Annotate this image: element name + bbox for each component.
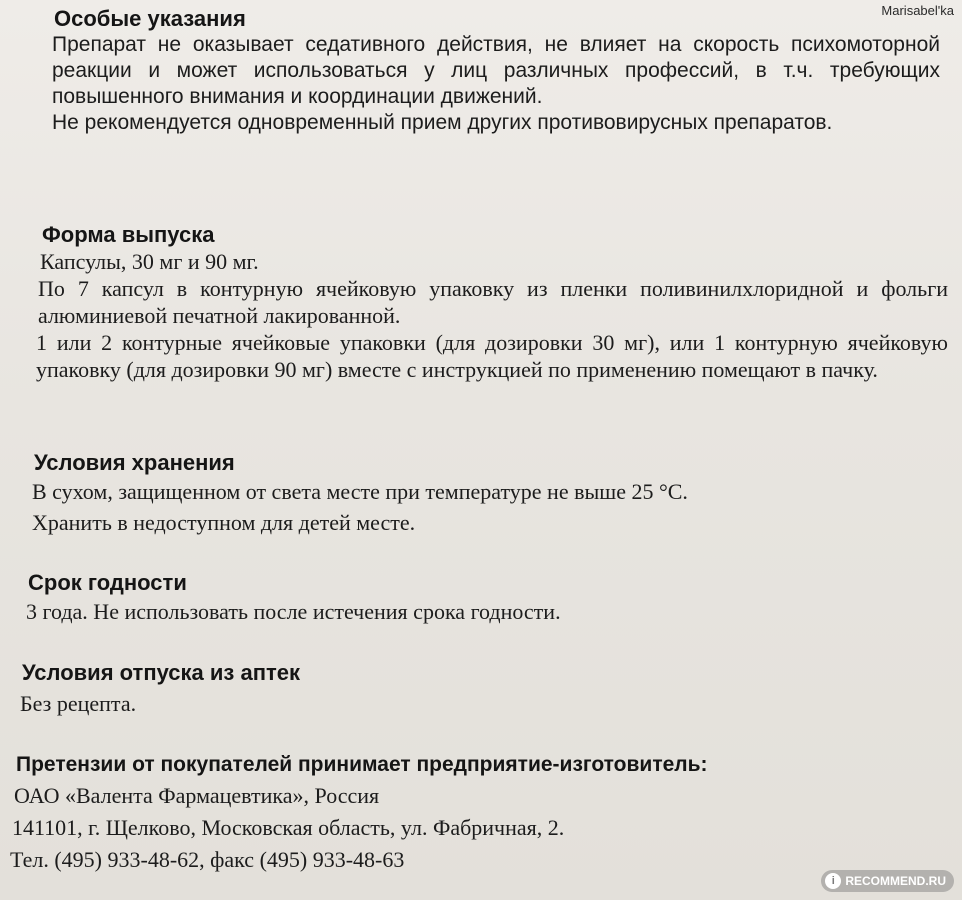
special-instructions-paragraph-2 (52, 110, 940, 136)
dispensing-text: Без рецепта. (20, 691, 137, 716)
recommend-site-text: RECOMMEND.RU (845, 874, 946, 888)
special-instructions-text-1: Препарат не оказывает седативного действия, не влияет на скорость психомоторной реакции и может использоваться у лиц различных профессий, в т.ч. требующих повышенного внимания и координации движений. (52, 33, 940, 108)
storage-heading: Условия хранения (34, 450, 235, 475)
claims-section (0, 752, 962, 873)
storage-line-2: Хранить в недоступном для детей месте. (32, 510, 416, 535)
special-instructions-section (0, 6, 962, 136)
release-form-section (0, 222, 962, 383)
shelf-life-heading: Срок годности (28, 570, 187, 595)
release-form-capsules: Капсулы, 30 мг и 90 мг. (40, 249, 259, 274)
special-instructions-paragraph-1 (52, 32, 940, 110)
storage-section (0, 450, 962, 536)
claims-company: ОАО «Валента Фармацевтика», Россия (14, 783, 380, 808)
storage-line-1: В сухом, защищенном от света месте при температуре не выше 25 °С. (32, 479, 688, 504)
special-instructions-text-2: Не рекомендуется одновременный прием других противовирусных препаратов. (52, 111, 833, 134)
claims-address: 141101, г. Щелково, Московская область, ул. Фабричная, 2. (12, 815, 565, 840)
username-watermark: Marisabel'ka (881, 3, 954, 18)
recommend-logo-icon: i (825, 873, 841, 889)
claims-phone-fax: Тел. (495) 933-48-62, факс (495) 933-48-63 (10, 847, 405, 872)
dispensing-section (0, 660, 962, 717)
release-form-paragraph-1 (38, 275, 948, 329)
release-form-text-2: 1 или 2 контурные ячейковые упаковки (для дозировки 30 мг), или 1 контурную ячейковую упаковку (для дозировки 90 мг) вместе с инструкцией по применению помещают в пачку. (36, 330, 948, 382)
recommend-watermark (821, 870, 954, 892)
release-form-text-1: По 7 капсул в контурную ячейковую упаковку из пленки поливинилхлоридной и фольги алюминиевой печатной лакированной. (38, 276, 948, 328)
claims-heading: Претензии от покупателей принимает предприятие-изготовитель: (16, 753, 708, 776)
shelf-life-section (0, 570, 962, 625)
release-form-heading: Форма выпуска (42, 222, 215, 247)
special-instructions-heading: Особые указания (54, 6, 246, 31)
dispensing-heading: Условия отпуска из аптек (22, 660, 301, 685)
release-form-paragraph-2 (36, 329, 948, 383)
shelf-life-text: 3 года. Не использовать после истечения срока годности. (26, 599, 561, 624)
